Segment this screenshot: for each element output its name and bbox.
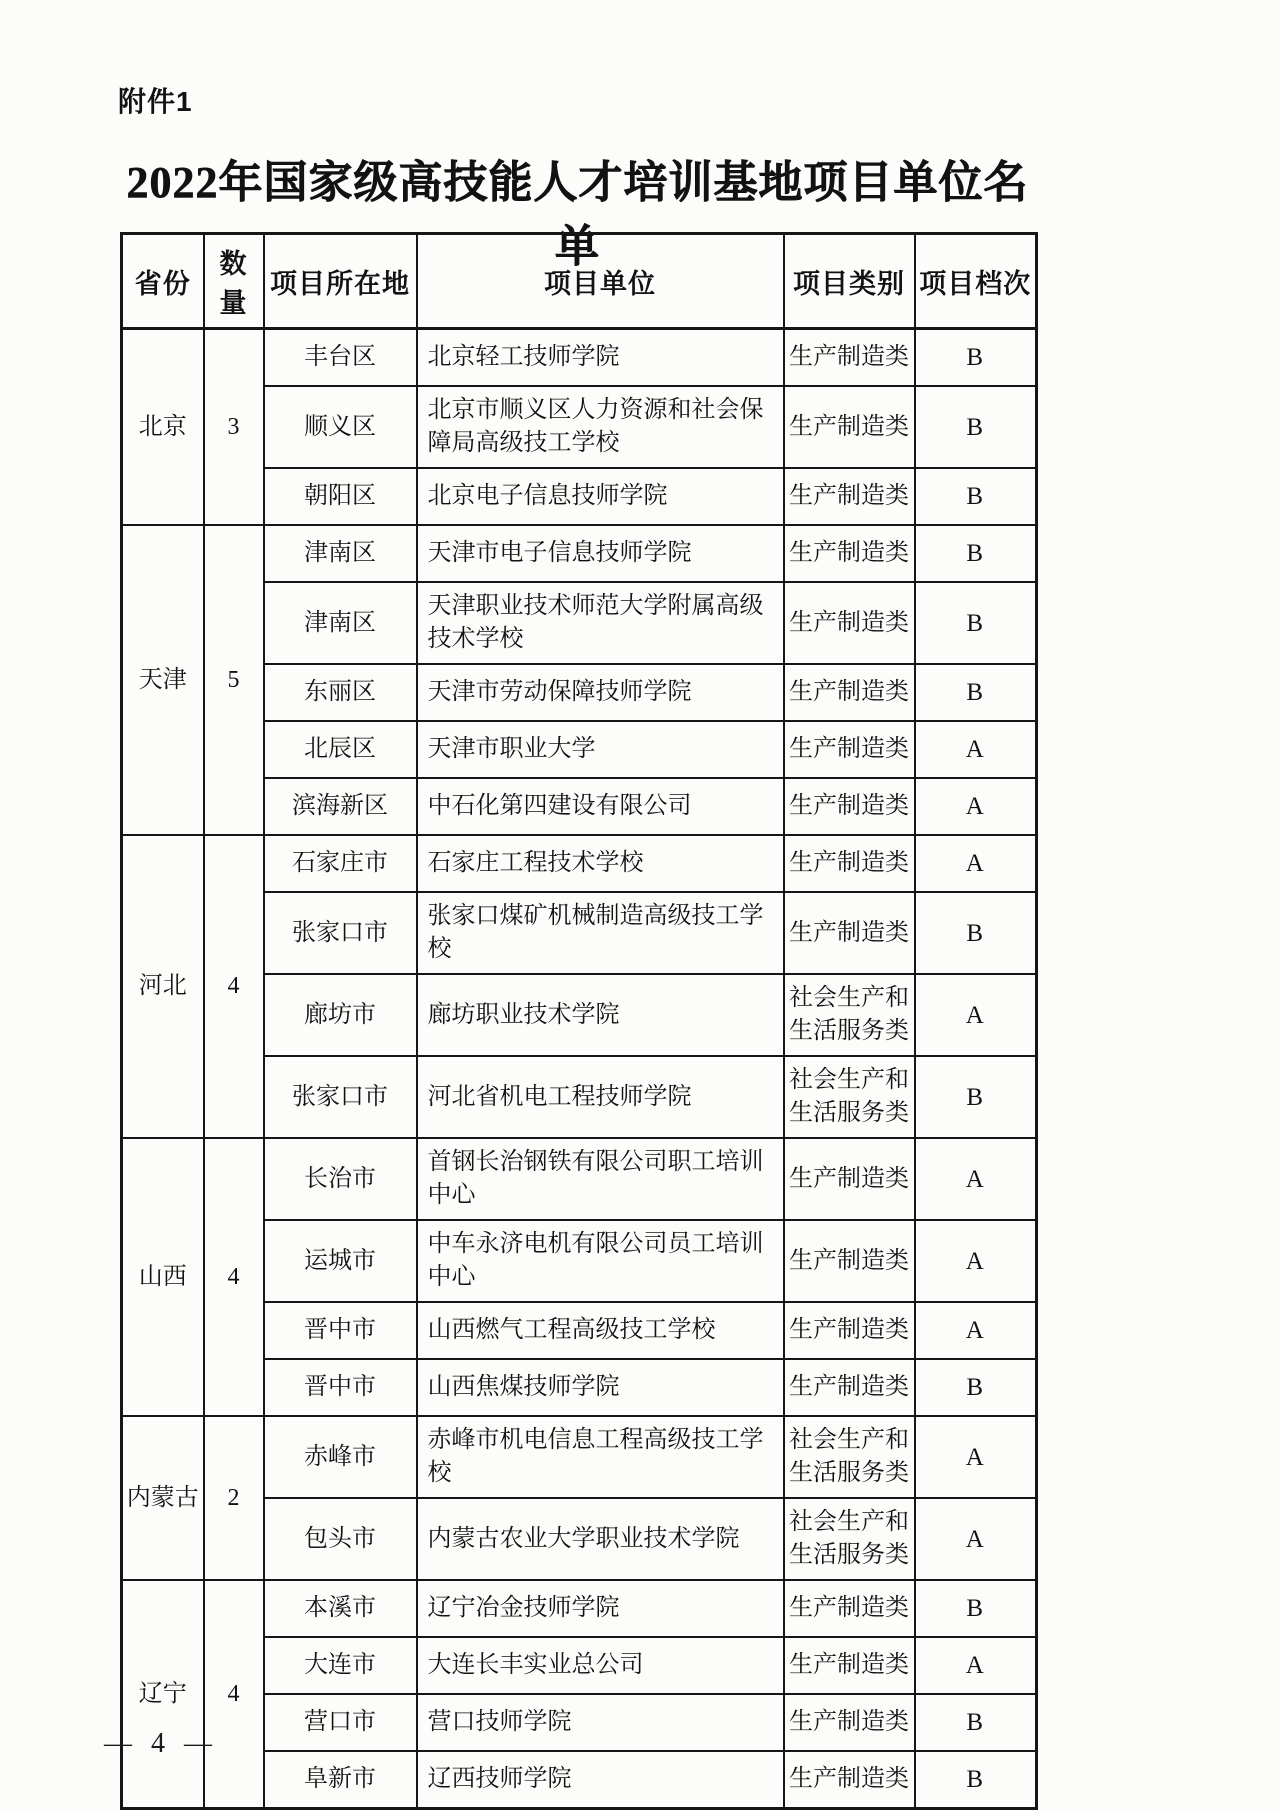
grade-cell: B [915,582,1037,664]
province-cell: 北京 [122,329,204,526]
location-cell: 晋中市 [264,1359,417,1416]
unit-cell: 赤峰市机电信息工程高级技工学校 [417,1416,784,1498]
category-cell: 社会生产和生活服务类 [784,974,915,1056]
header-location: 项目所在地 [264,234,417,329]
grade-cell: B [915,892,1037,974]
header-category: 项目类别 [784,234,915,329]
grade-cell: B [915,329,1037,387]
grade-cell: B [915,1694,1037,1751]
unit-cell: 河北省机电工程技师学院 [417,1056,784,1138]
count-cell: 3 [204,329,264,526]
header-grade: 项目档次 [915,234,1037,329]
unit-cell: 内蒙古农业大学职业技术学院 [417,1498,784,1580]
category-cell: 生产制造类 [784,835,915,892]
category-cell: 生产制造类 [784,1359,915,1416]
location-cell: 朝阳区 [264,468,417,525]
grade-cell: A [915,835,1037,892]
category-cell: 生产制造类 [784,1580,915,1637]
grade-cell: A [915,1138,1037,1220]
location-cell: 包头市 [264,1498,417,1580]
location-cell: 石家庄市 [264,835,417,892]
category-cell: 生产制造类 [784,386,915,468]
location-cell: 运城市 [264,1220,417,1302]
unit-cell: 山西焦煤技师学院 [417,1359,784,1416]
grade-cell: A [915,1637,1037,1694]
location-cell: 本溪市 [264,1580,417,1637]
province-cell: 辽宁 [122,1580,204,1809]
grade-cell: A [915,1416,1037,1498]
grade-cell: A [915,1498,1037,1580]
unit-cell: 天津市劳动保障技师学院 [417,664,784,721]
category-cell: 生产制造类 [784,778,915,835]
location-cell: 大连市 [264,1637,417,1694]
category-cell: 生产制造类 [784,1220,915,1302]
unit-cell: 北京市顺义区人力资源和社会保障局高级技工学校 [417,386,784,468]
table-row [122,835,1037,892]
header-province: 省份 [122,234,204,329]
unit-cell: 廊坊职业技术学院 [417,974,784,1056]
header-count: 数量 [204,234,264,329]
grade-cell: A [915,721,1037,778]
attachment-label: 附件1 [118,86,193,117]
page-number: — 4 — [104,1728,214,1759]
unit-cell: 首钢长治钢铁有限公司职工培训中心 [417,1138,784,1220]
location-cell: 滨海新区 [264,778,417,835]
category-cell: 生产制造类 [784,329,915,387]
unit-cell: 大连长丰实业总公司 [417,1637,784,1694]
grade-cell: A [915,1220,1037,1302]
grade-cell: B [915,1056,1037,1138]
grade-cell: B [915,468,1037,525]
unit-cell: 天津市职业大学 [417,721,784,778]
category-cell: 生产制造类 [784,1694,915,1751]
unit-cell: 北京电子信息技师学院 [417,468,784,525]
location-cell: 赤峰市 [264,1416,417,1498]
location-cell: 廊坊市 [264,974,417,1056]
project-units-table [120,232,1038,1810]
location-cell: 营口市 [264,1694,417,1751]
category-cell: 生产制造类 [784,721,915,778]
location-cell: 津南区 [264,582,417,664]
location-cell: 张家口市 [264,1056,417,1138]
location-cell: 顺义区 [264,386,417,468]
category-cell: 生产制造类 [784,892,915,974]
province-cell: 内蒙古 [122,1416,204,1580]
grade-cell: B [915,1751,1037,1809]
location-cell: 张家口市 [264,892,417,974]
grade-cell: A [915,1302,1037,1359]
province-cell: 河北 [122,835,204,1138]
count-cell: 2 [204,1416,264,1580]
unit-cell: 中石化第四建设有限公司 [417,778,784,835]
unit-cell: 北京轻工技师学院 [417,329,784,387]
count-cell: 4 [204,1580,264,1809]
project-table-body [122,329,1037,1809]
unit-cell: 张家口煤矿机械制造高级技工学校 [417,892,784,974]
unit-cell: 石家庄工程技术学校 [417,835,784,892]
table-row [122,525,1037,582]
unit-cell: 辽宁冶金技师学院 [417,1580,784,1637]
category-cell: 生产制造类 [784,525,915,582]
province-cell: 天津 [122,525,204,835]
table-row [122,1138,1037,1220]
category-cell: 社会生产和生活服务类 [784,1416,915,1498]
count-cell: 4 [204,1138,264,1416]
category-cell: 生产制造类 [784,1637,915,1694]
grade-cell: B [915,525,1037,582]
header-unit: 项目单位 [417,234,784,329]
location-cell: 津南区 [264,525,417,582]
grade-cell: B [915,1359,1037,1416]
category-cell: 生产制造类 [784,1302,915,1359]
unit-cell: 天津职业技术师范大学附属高级技术学校 [417,582,784,664]
unit-cell: 天津市电子信息技师学院 [417,525,784,582]
table-row [122,1416,1037,1498]
unit-cell: 中车永济电机有限公司员工培训中心 [417,1220,784,1302]
category-cell: 生产制造类 [784,1751,915,1809]
location-cell: 阜新市 [264,1751,417,1809]
page-title: 2022年国家级高技能人才培训基地项目单位名单 [126,158,1029,271]
location-cell: 东丽区 [264,664,417,721]
location-cell: 长治市 [264,1138,417,1220]
category-cell: 生产制造类 [784,468,915,525]
category-cell: 生产制造类 [784,582,915,664]
grade-cell: B [915,386,1037,468]
category-cell: 社会生产和生活服务类 [784,1498,915,1580]
count-cell: 4 [204,835,264,1138]
grade-cell: A [915,778,1037,835]
province-cell: 山西 [122,1138,204,1416]
category-cell: 社会生产和生活服务类 [784,1056,915,1138]
category-cell: 生产制造类 [784,664,915,721]
unit-cell: 辽西技师学院 [417,1751,784,1809]
unit-cell: 山西燃气工程高级技工学校 [417,1302,784,1359]
table-row [122,329,1037,387]
location-cell: 北辰区 [264,721,417,778]
table-header-row [122,234,1037,329]
grade-cell: B [915,1580,1037,1637]
category-cell: 生产制造类 [784,1138,915,1220]
grade-cell: A [915,974,1037,1056]
unit-cell: 营口技师学院 [417,1694,784,1751]
location-cell: 晋中市 [264,1302,417,1359]
table-row [122,1580,1037,1637]
count-cell: 5 [204,525,264,835]
grade-cell: B [915,664,1037,721]
location-cell: 丰台区 [264,329,417,387]
